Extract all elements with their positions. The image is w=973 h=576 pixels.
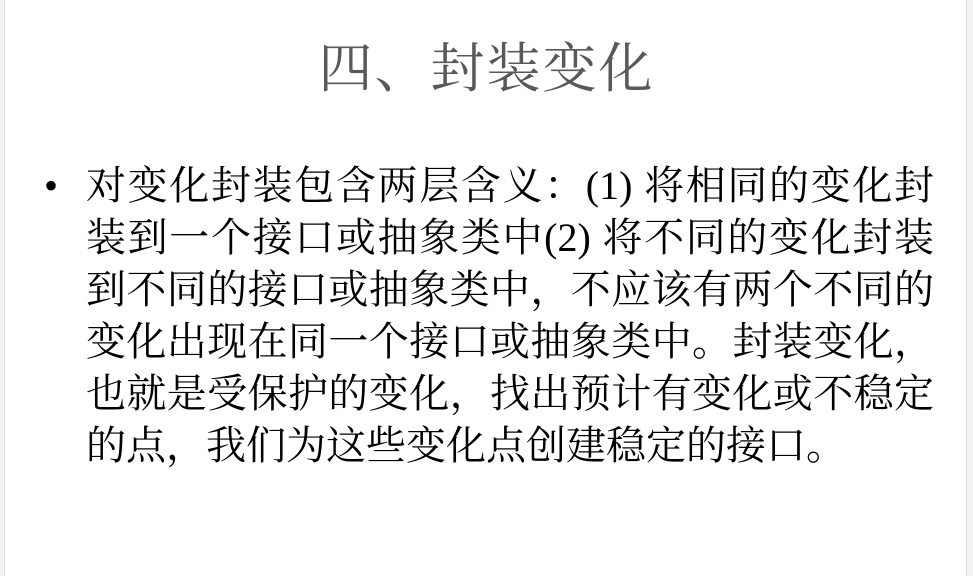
list-item: [44, 160, 934, 472]
page-title: 四、封装变化: [318, 39, 655, 99]
bullet-text: 对变化封装包含两层含义：(1) 将相同的变化封装到一个接口或抽象类中(2) 将不同的变化封装到不同的接口或抽象类中，不应该有两个不同的变化出现在同一个接口或抽象类中。封装变化，也就是受保护的变化，找出预计有变化或不稳定的点，我们为这些变化点创建稳定的接口。: [86, 163, 934, 468]
slide-body: [44, 160, 934, 472]
bullet-icon: •: [44, 163, 59, 208]
